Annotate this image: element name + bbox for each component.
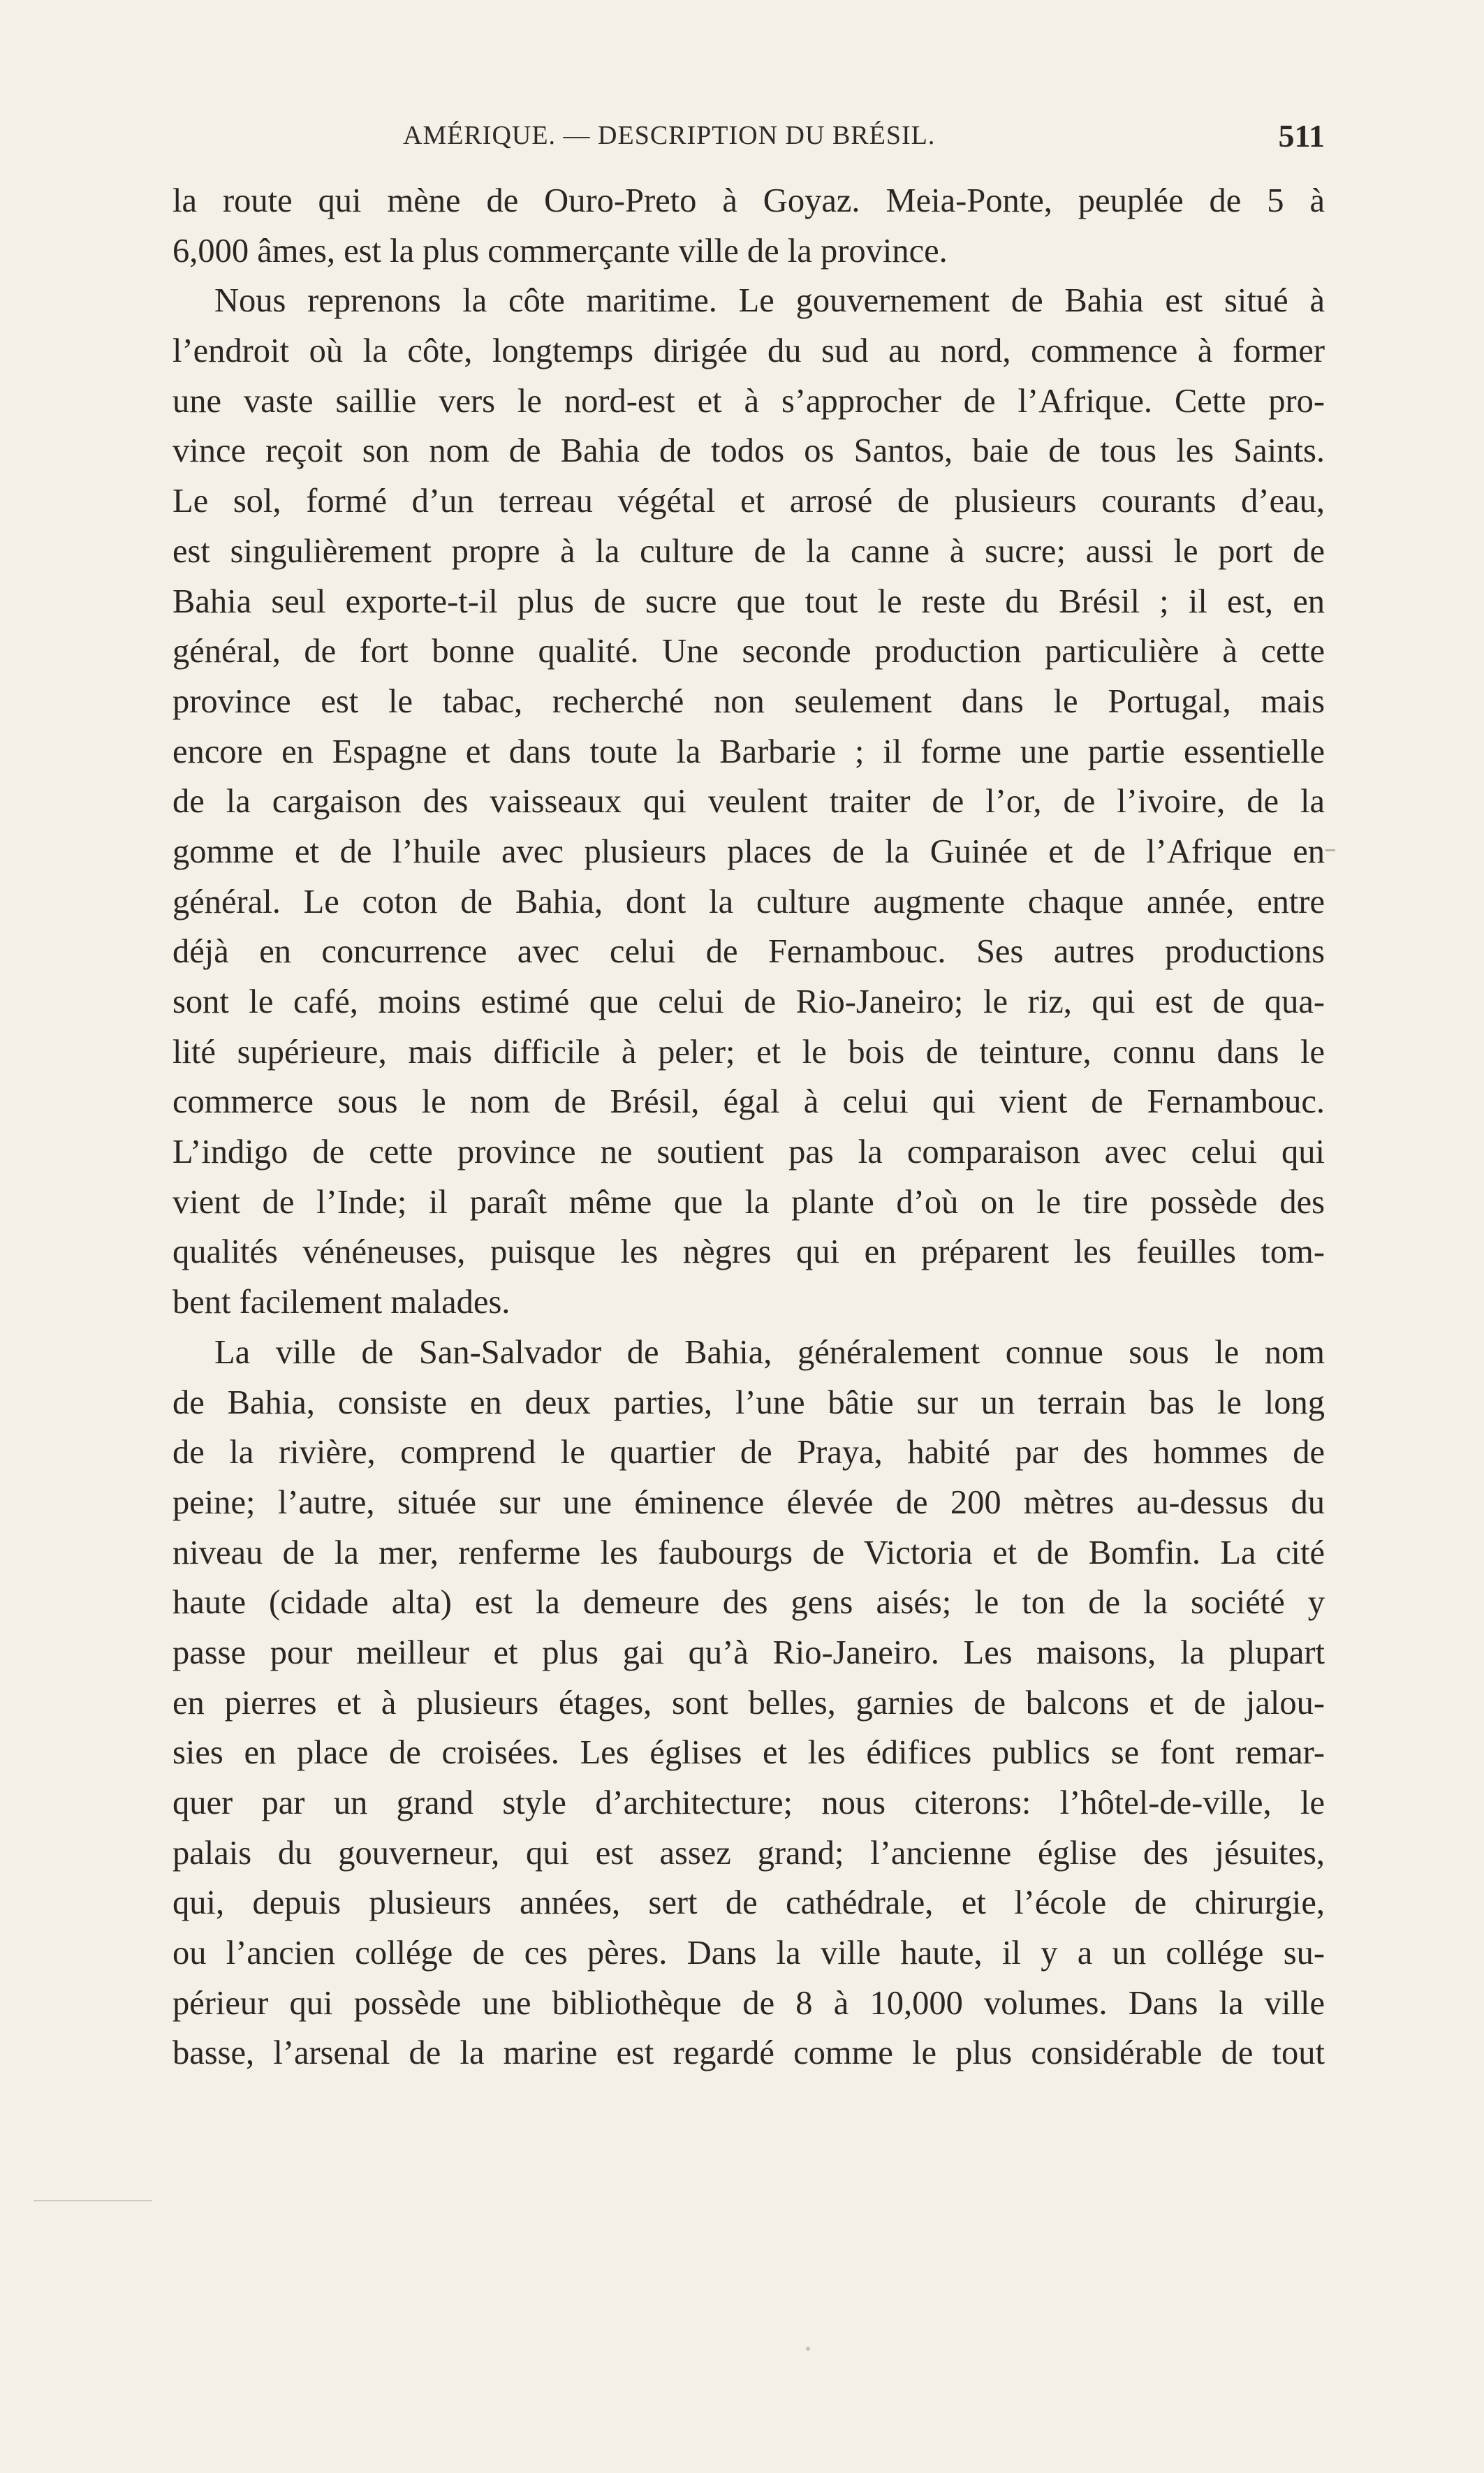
text-line: sont le café, moins estimé que celui de Rio-Janeiro; le riz, qui est de qua- <box>172 983 1325 1020</box>
edge-mark <box>1325 849 1335 851</box>
text-line: de Bahia, consiste en deux parties, l’une bâtie sur un terrain bas le long <box>172 1384 1325 1421</box>
body-text <box>172 176 1325 2078</box>
text-line: la route qui mène de Ouro-Preto à Goyaz. Meia-Ponte, peuplée de 5 à <box>172 182 1325 219</box>
text-line: déjà en concurrence avec celui de Fernambouc. Ses autres productions <box>172 933 1325 971</box>
text-line: vient de l’Inde; il paraît même que la plante d’où on le tire possède des <box>172 1183 1325 1221</box>
text-line: encore en Espagne et dans toute la Barbarie ; il forme une partie essentielle <box>172 733 1325 770</box>
text-line: en pierres et à plusieurs étages, sont belles, garnies de balcons et de jalou- <box>172 1684 1325 1722</box>
text-line: général, de fort bonne qualité. Une seconde production particulière à cette <box>172 633 1325 670</box>
text-line: palais du gouverneur, qui est assez grand; l’ancienne église des jésuites, <box>172 1834 1325 1872</box>
stray-dot <box>806 2347 810 2351</box>
text-line: général. Le coton de Bahia, dont la culture augmente chaque année, entre <box>172 883 1325 920</box>
text-line: commerce sous le nom de Brésil, égal à celui qui vient de Fernambouc. <box>172 1083 1325 1121</box>
text-line: Nous reprenons la côte maritime. Le gouvernement de Bahia est situé à <box>214 282 1325 320</box>
text-line: Bahia seul exporte-t-il plus de sucre que tout le reste du Brésil ; il est, en <box>172 582 1325 620</box>
text-line: Le sol, formé d’un terreau végétal et arrosé de plusieurs courants d’eau, <box>172 483 1325 520</box>
text-line: L’indigo de cette province ne soutient pas la comparaison avec celui qui <box>172 1133 1325 1171</box>
margin-mark <box>34 2200 152 2201</box>
text-line: La ville de San-Salvador de Bahia, généralement connue sous le nom <box>214 1333 1325 1371</box>
page-header <box>172 117 1325 159</box>
text-line: de la cargaison des vaisseaux qui veulent traiter de l’or, de l’ivoire, de la <box>172 783 1325 821</box>
text-line: périeur qui possède une bibliothèque de 8 à 10,000 volumes. Dans la ville <box>172 1984 1325 2022</box>
text-line: haute (cidade alta) est la demeure des gens aisés; le ton de la société y <box>172 1584 1325 1622</box>
text-line: 6,000 âmes, est la plus commerçante ville de la province. <box>172 232 948 270</box>
text-line: vince reçoit son nom de Bahia de todos os Santos, baie de tous les Saints. <box>172 432 1325 470</box>
text-line: bent facilement malades. <box>172 1284 510 1321</box>
text-line: de la rivière, comprend le quartier de Praya, habité par des hommes de <box>172 1434 1325 1472</box>
text-line: une vaste saillie vers le nord-est et à s’approcher de l’Afrique. Cette pro- <box>172 382 1325 420</box>
text-line: ou l’ancien collége de ces pères. Dans la ville haute, il y a un collége su- <box>172 1935 1325 1972</box>
text-line: qui, depuis plusieurs années, sert de cathédrale, et l’école de chirurgie, <box>172 1884 1325 1922</box>
text-line: passe pour meilleur et plus gai qu’à Rio-Janeiro. Les maisons, la plupart <box>172 1634 1325 1671</box>
text-line: lité supérieure, mais difficile à peler; et le bois de teinture, connu dans le <box>172 1033 1325 1071</box>
text-line: province est le tabac, recherché non seulement dans le Portugal, mais <box>172 682 1325 720</box>
text-line: gomme et de l’huile avec plusieurs places de la Guinée et de l’Afrique en <box>172 832 1325 870</box>
text-line: l’endroit où la côte, longtemps dirigée du sud au nord, commence à former <box>172 332 1325 370</box>
text-line: qualités vénéneuses, puisque les nègres qui en préparent les feuilles tom- <box>172 1233 1325 1271</box>
text-line: basse, l’arsenal de la marine est regardé comme le plus considérable de tout <box>172 2034 1325 2072</box>
text-line: niveau de la mer, renferme les faubourgs de Victoria et de Bomfin. La cité <box>172 1534 1325 1571</box>
text-line: est singulièrement propre à la culture de la canne à sucre; aussi le port de <box>172 532 1325 570</box>
text-line: peine; l’autre, située sur une éminence élevée de 200 mètres au-dessus du <box>172 1483 1325 1521</box>
text-line: quer par un grand style d’architecture; nous citerons: l’hôtel-de-ville, le <box>172 1784 1325 1821</box>
text-line: sies en place de croisées. Les églises et les édifices publics se font remar- <box>172 1734 1325 1772</box>
running-title: AMÉRIQUE. — DESCRIPTION DU BRÉSIL. <box>403 121 936 150</box>
page-number: 511 <box>1278 118 1325 154</box>
